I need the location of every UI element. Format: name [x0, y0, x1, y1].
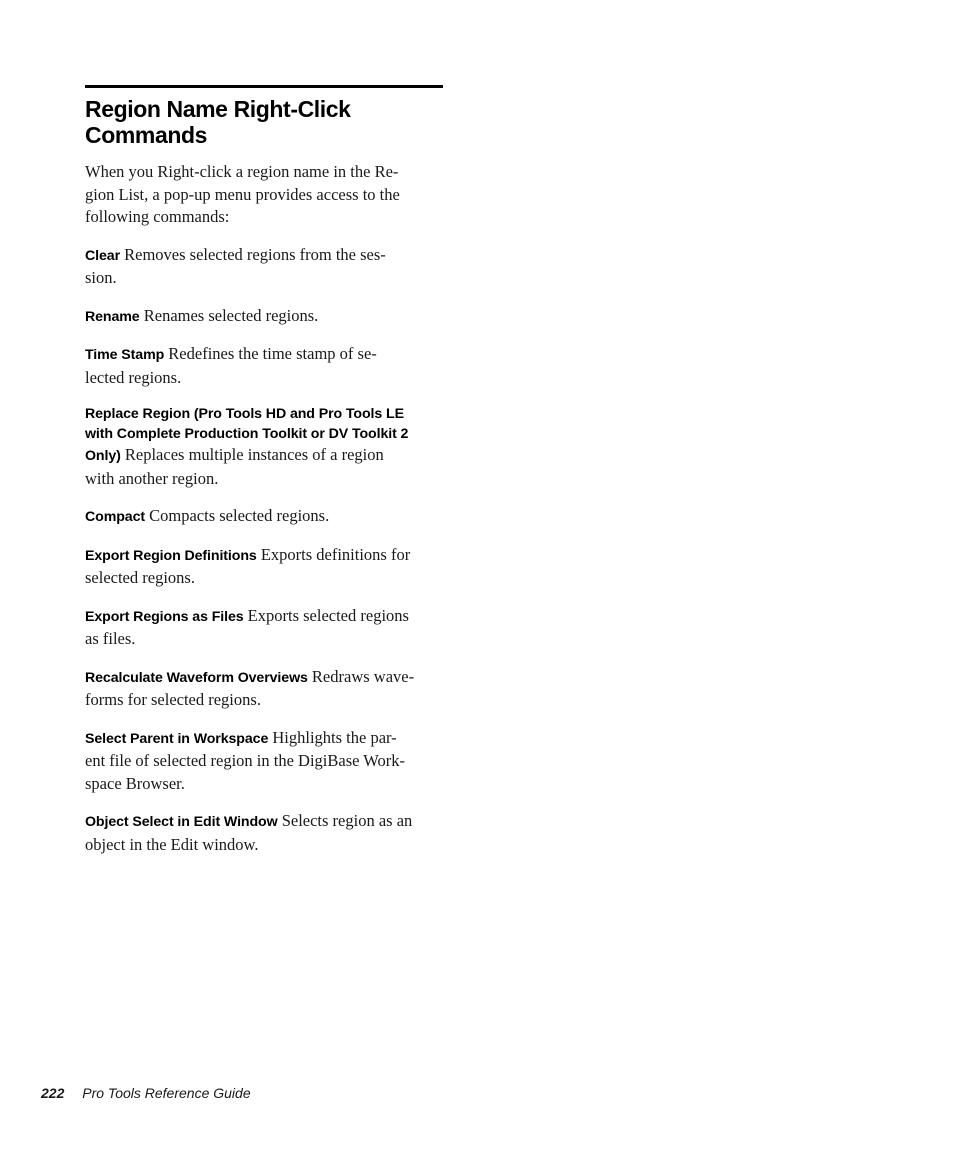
content-column — [85, 85, 443, 856]
command-recalculate-waveform-overviews — [85, 666, 443, 712]
command-compact — [85, 505, 443, 529]
page-footer — [41, 1085, 251, 1101]
command-term: Select Parent in Workspace — [85, 730, 269, 747]
command-desc: ent file of selected region in the DigiBase Work- — [85, 751, 406, 770]
command-replace-region — [85, 404, 443, 490]
command-term: with Complete Production Toolkit or DV Toolkit 2 — [85, 426, 409, 442]
command-desc: object in the Edit window. — [85, 834, 259, 854]
section-title: Region Name Right-Click Commands — [85, 96, 351, 148]
command-desc: Removes selected regions from the ses- — [124, 244, 386, 264]
command-desc: space Browser. — [85, 773, 185, 793]
section-rule — [85, 85, 443, 88]
page-number: 222 — [41, 1085, 65, 1101]
command-term: Only) — [85, 448, 121, 464]
command-desc: Exports definitions for — [260, 544, 411, 564]
command-desc: Redefines the time stamp of se- — [168, 344, 377, 363]
command-term: Recalculate Waveform Overviews — [85, 669, 308, 686]
command-desc: Renames selected regions. — [143, 305, 319, 325]
command-desc: with another region. — [85, 468, 219, 488]
command-time-stamp — [85, 343, 443, 389]
command-term: Export Region Definitions — [85, 547, 257, 564]
command-desc: Highlights the par- — [272, 727, 397, 747]
command-term: Object Select in Edit Window — [85, 814, 278, 830]
command-desc: Selects region as an — [281, 811, 413, 830]
command-term: Clear — [85, 247, 120, 264]
command-export-regions-as-files — [85, 605, 443, 651]
command-desc: lected regions. — [85, 367, 182, 387]
command-term: Export Regions as Files — [85, 608, 244, 625]
command-rename — [85, 305, 443, 329]
command-desc: Redraws wave- — [311, 666, 415, 686]
command-term: Replace Region (Pro Tools HD and Pro Tools LE — [85, 406, 404, 422]
command-object-select-in-edit-window — [85, 810, 443, 856]
command-term: Rename — [85, 308, 140, 325]
command-desc: Exports selected regions — [247, 605, 409, 625]
command-term: Time Stamp — [85, 347, 165, 363]
command-desc: Replaces multiple instances of a region — [124, 445, 384, 464]
command-desc: as files. — [85, 629, 136, 648]
command-desc: sion. — [85, 268, 117, 287]
command-term: Compact — [85, 509, 145, 525]
command-desc: Compacts selected regions. — [149, 506, 330, 525]
intro-paragraph: When you Right-click a region name in the Re- gion List, a pop-up menu provides access to the following commands: — [85, 162, 400, 226]
command-desc: forms for selected regions. — [85, 690, 261, 709]
command-clear — [85, 244, 443, 290]
command-export-region-definitions — [85, 544, 443, 590]
guide-title: Pro Tools Reference Guide — [82, 1085, 251, 1101]
command-desc: selected regions. — [85, 568, 195, 587]
command-select-parent-in-workspace — [85, 727, 443, 796]
